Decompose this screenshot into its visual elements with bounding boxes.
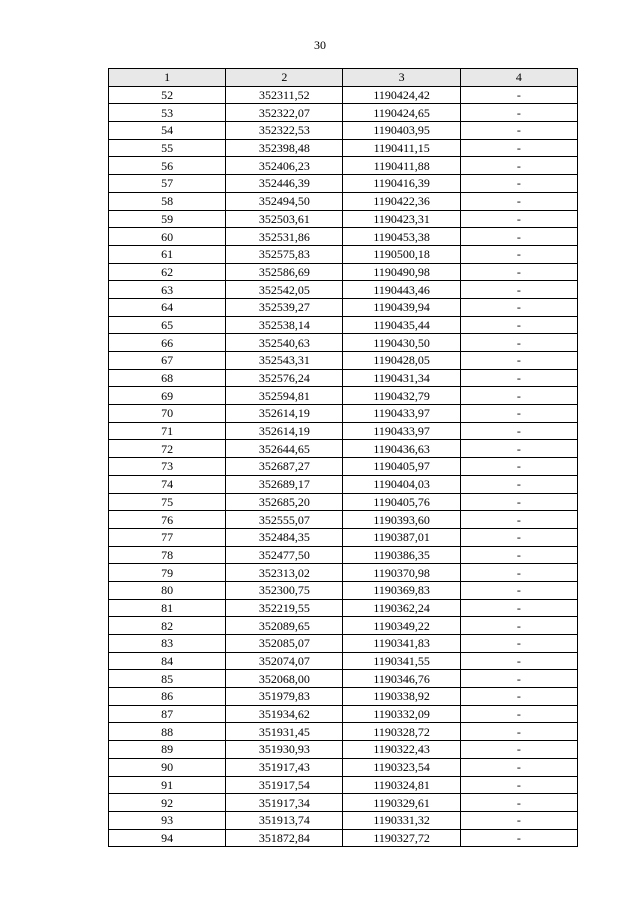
header-row: [109, 69, 578, 87]
note-cell: -: [460, 546, 577, 564]
x-coordinate-cell: 352477,50: [226, 546, 343, 564]
x-coordinate-cell: 351917,34: [226, 794, 343, 812]
table-row: [109, 192, 578, 210]
point-number-cell: 60: [109, 228, 226, 246]
x-coordinate-cell: 352406,23: [226, 157, 343, 175]
y-coordinate-cell: 1190411,15: [343, 139, 460, 157]
y-coordinate-cell: 1190436,63: [343, 440, 460, 458]
x-coordinate-cell: 352614,19: [226, 405, 343, 423]
note-cell: -: [460, 829, 577, 847]
x-coordinate-cell: 352300,75: [226, 581, 343, 599]
x-coordinate-cell: 352539,27: [226, 298, 343, 316]
note-cell: -: [460, 581, 577, 599]
note-cell: -: [460, 776, 577, 794]
note-cell: -: [460, 369, 577, 387]
table-row: [109, 281, 578, 299]
y-coordinate-cell: 1190428,05: [343, 352, 460, 370]
point-number-cell: 70: [109, 405, 226, 423]
y-coordinate-cell: 1190432,79: [343, 387, 460, 405]
note-cell: -: [460, 741, 577, 759]
table-row: [109, 705, 578, 723]
x-coordinate-cell: 352540,63: [226, 334, 343, 352]
table-row: [109, 387, 578, 405]
table-row: [109, 599, 578, 617]
y-coordinate-cell: 1190424,42: [343, 86, 460, 104]
point-number-cell: 62: [109, 263, 226, 281]
table-row: [109, 564, 578, 582]
note-cell: -: [460, 139, 577, 157]
y-coordinate-cell: 1190329,61: [343, 794, 460, 812]
note-cell: -: [460, 617, 577, 635]
x-coordinate-cell: 352614,19: [226, 422, 343, 440]
table-row: [109, 546, 578, 564]
y-coordinate-cell: 1190433,97: [343, 405, 460, 423]
note-cell: -: [460, 652, 577, 670]
y-coordinate-cell: 1190370,98: [343, 564, 460, 582]
table-header: [109, 69, 578, 87]
note-cell: -: [460, 298, 577, 316]
point-number-cell: 89: [109, 741, 226, 759]
table-row: [109, 688, 578, 706]
point-number-cell: 93: [109, 811, 226, 829]
table-row: [109, 475, 578, 493]
x-coordinate-cell: 352503,61: [226, 210, 343, 228]
column-header-3: 3: [343, 69, 460, 87]
point-number-cell: 75: [109, 493, 226, 511]
note-cell: -: [460, 758, 577, 776]
table-row: [109, 670, 578, 688]
table-row: [109, 245, 578, 263]
table-row: [109, 369, 578, 387]
table-body: [109, 86, 578, 847]
table-row: [109, 263, 578, 281]
note-cell: -: [460, 723, 577, 741]
table-row: [109, 122, 578, 140]
x-coordinate-cell: 351931,45: [226, 723, 343, 741]
y-coordinate-cell: 1190323,54: [343, 758, 460, 776]
table-row: [109, 210, 578, 228]
point-number-cell: 87: [109, 705, 226, 723]
x-coordinate-cell: 351979,83: [226, 688, 343, 706]
table-row: [109, 458, 578, 476]
note-cell: -: [460, 210, 577, 228]
point-number-cell: 78: [109, 546, 226, 564]
note-cell: -: [460, 157, 577, 175]
point-number-cell: 79: [109, 564, 226, 582]
point-number-cell: 73: [109, 458, 226, 476]
point-number-cell: 66: [109, 334, 226, 352]
x-coordinate-cell: 352311,52: [226, 86, 343, 104]
point-number-cell: 74: [109, 475, 226, 493]
note-cell: -: [460, 352, 577, 370]
y-coordinate-cell: 1190424,65: [343, 104, 460, 122]
point-number-cell: 77: [109, 528, 226, 546]
note-cell: -: [460, 458, 577, 476]
point-number-cell: 57: [109, 175, 226, 193]
x-coordinate-cell: 351934,62: [226, 705, 343, 723]
x-coordinate-cell: 352531,86: [226, 228, 343, 246]
table-row: [109, 581, 578, 599]
note-cell: -: [460, 688, 577, 706]
note-cell: -: [460, 175, 577, 193]
note-cell: -: [460, 599, 577, 617]
x-coordinate-cell: 352586,69: [226, 263, 343, 281]
note-cell: -: [460, 475, 577, 493]
y-coordinate-cell: 1190387,01: [343, 528, 460, 546]
note-cell: -: [460, 281, 577, 299]
table-row: [109, 493, 578, 511]
point-number-cell: 55: [109, 139, 226, 157]
note-cell: -: [460, 387, 577, 405]
x-coordinate-cell: 351872,84: [226, 829, 343, 847]
x-coordinate-cell: 352494,50: [226, 192, 343, 210]
note-cell: -: [460, 493, 577, 511]
point-number-cell: 59: [109, 210, 226, 228]
note-cell: -: [460, 104, 577, 122]
x-coordinate-cell: 351917,54: [226, 776, 343, 794]
x-coordinate-cell: 352644,65: [226, 440, 343, 458]
note-cell: -: [460, 122, 577, 140]
point-number-cell: 58: [109, 192, 226, 210]
y-coordinate-cell: 1190405,97: [343, 458, 460, 476]
x-coordinate-cell: 352089,65: [226, 617, 343, 635]
note-cell: -: [460, 228, 577, 246]
y-coordinate-cell: 1190328,72: [343, 723, 460, 741]
y-coordinate-cell: 1190386,35: [343, 546, 460, 564]
table-row: [109, 104, 578, 122]
table-row: [109, 298, 578, 316]
note-cell: -: [460, 316, 577, 334]
x-coordinate-cell: 352398,48: [226, 139, 343, 157]
table-row: [109, 405, 578, 423]
point-number-cell: 69: [109, 387, 226, 405]
note-cell: -: [460, 86, 577, 104]
page-number: 30: [314, 38, 326, 52]
y-coordinate-cell: 1190430,50: [343, 334, 460, 352]
y-coordinate-cell: 1190443,46: [343, 281, 460, 299]
column-header-1: 1: [109, 69, 226, 87]
y-coordinate-cell: 1190338,92: [343, 688, 460, 706]
x-coordinate-cell: 352687,27: [226, 458, 343, 476]
y-coordinate-cell: 1190500,18: [343, 245, 460, 263]
y-coordinate-cell: 1190490,98: [343, 263, 460, 281]
table-row: [109, 352, 578, 370]
x-coordinate-cell: 352576,24: [226, 369, 343, 387]
note-cell: -: [460, 635, 577, 653]
point-number-cell: 71: [109, 422, 226, 440]
point-number-cell: 86: [109, 688, 226, 706]
note-cell: -: [460, 334, 577, 352]
table-row: [109, 139, 578, 157]
note-cell: -: [460, 511, 577, 529]
point-number-cell: 76: [109, 511, 226, 529]
point-number-cell: 81: [109, 599, 226, 617]
x-coordinate-cell: 352538,14: [226, 316, 343, 334]
y-coordinate-cell: 1190332,09: [343, 705, 460, 723]
table-row: [109, 228, 578, 246]
point-number-cell: 61: [109, 245, 226, 263]
table-row: [109, 440, 578, 458]
table-row: [109, 157, 578, 175]
x-coordinate-cell: 352689,17: [226, 475, 343, 493]
point-number-cell: 54: [109, 122, 226, 140]
note-cell: -: [460, 192, 577, 210]
point-number-cell: 84: [109, 652, 226, 670]
point-number-cell: 94: [109, 829, 226, 847]
table-row: [109, 511, 578, 529]
y-coordinate-cell: 1190349,22: [343, 617, 460, 635]
y-coordinate-cell: 1190403,95: [343, 122, 460, 140]
table-row: [109, 316, 578, 334]
y-coordinate-cell: 1190423,31: [343, 210, 460, 228]
note-cell: -: [460, 263, 577, 281]
note-cell: -: [460, 670, 577, 688]
table-row: [109, 741, 578, 759]
y-coordinate-cell: 1190433,97: [343, 422, 460, 440]
y-coordinate-cell: 1190393,60: [343, 511, 460, 529]
point-number-cell: 82: [109, 617, 226, 635]
table-row: [109, 723, 578, 741]
point-number-cell: 65: [109, 316, 226, 334]
x-coordinate-cell: 352085,07: [226, 635, 343, 653]
table-row: [109, 758, 578, 776]
x-coordinate-cell: 352219,55: [226, 599, 343, 617]
x-coordinate-cell: 352484,35: [226, 528, 343, 546]
column-header-2: 2: [226, 69, 343, 87]
y-coordinate-cell: 1190369,83: [343, 581, 460, 599]
x-coordinate-cell: 352555,07: [226, 511, 343, 529]
y-coordinate-cell: 1190431,34: [343, 369, 460, 387]
point-number-cell: 88: [109, 723, 226, 741]
note-cell: -: [460, 440, 577, 458]
y-coordinate-cell: 1190322,43: [343, 741, 460, 759]
point-number-cell: 91: [109, 776, 226, 794]
point-number-cell: 83: [109, 635, 226, 653]
x-coordinate-cell: 351913,74: [226, 811, 343, 829]
x-coordinate-cell: 352594,81: [226, 387, 343, 405]
point-number-cell: 53: [109, 104, 226, 122]
table-row: [109, 334, 578, 352]
y-coordinate-cell: 1190422,36: [343, 192, 460, 210]
point-number-cell: 92: [109, 794, 226, 812]
y-coordinate-cell: 1190327,72: [343, 829, 460, 847]
table-row: [109, 829, 578, 847]
y-coordinate-cell: 1190362,24: [343, 599, 460, 617]
y-coordinate-cell: 1190324,81: [343, 776, 460, 794]
table-row: [109, 528, 578, 546]
table-row: [109, 86, 578, 104]
note-cell: -: [460, 811, 577, 829]
y-coordinate-cell: 1190341,83: [343, 635, 460, 653]
x-coordinate-cell: 352322,07: [226, 104, 343, 122]
y-coordinate-cell: 1190416,39: [343, 175, 460, 193]
point-number-cell: 56: [109, 157, 226, 175]
point-number-cell: 64: [109, 298, 226, 316]
note-cell: -: [460, 245, 577, 263]
table-row: [109, 617, 578, 635]
column-header-4: 4: [460, 69, 577, 87]
y-coordinate-cell: 1190411,88: [343, 157, 460, 175]
x-coordinate-cell: 352542,05: [226, 281, 343, 299]
y-coordinate-cell: 1190435,44: [343, 316, 460, 334]
x-coordinate-cell: 352575,83: [226, 245, 343, 263]
y-coordinate-cell: 1190346,76: [343, 670, 460, 688]
point-number-cell: 80: [109, 581, 226, 599]
x-coordinate-cell: 352322,53: [226, 122, 343, 140]
point-number-cell: 90: [109, 758, 226, 776]
table-row: [109, 811, 578, 829]
x-coordinate-cell: 351917,43: [226, 758, 343, 776]
point-number-cell: 63: [109, 281, 226, 299]
x-coordinate-cell: 352543,31: [226, 352, 343, 370]
coordinates-table: [108, 68, 578, 847]
table-row: [109, 794, 578, 812]
table-row: [109, 776, 578, 794]
x-coordinate-cell: 352446,39: [226, 175, 343, 193]
point-number-cell: 85: [109, 670, 226, 688]
y-coordinate-cell: 1190331,32: [343, 811, 460, 829]
note-cell: -: [460, 564, 577, 582]
y-coordinate-cell: 1190405,76: [343, 493, 460, 511]
table-row: [109, 422, 578, 440]
y-coordinate-cell: 1190404,03: [343, 475, 460, 493]
x-coordinate-cell: 352685,20: [226, 493, 343, 511]
note-cell: -: [460, 422, 577, 440]
point-number-cell: 67: [109, 352, 226, 370]
point-number-cell: 68: [109, 369, 226, 387]
point-number-cell: 52: [109, 86, 226, 104]
table-row: [109, 652, 578, 670]
note-cell: -: [460, 405, 577, 423]
point-number-cell: 72: [109, 440, 226, 458]
note-cell: -: [460, 528, 577, 546]
y-coordinate-cell: 1190439,94: [343, 298, 460, 316]
x-coordinate-cell: 352074,07: [226, 652, 343, 670]
note-cell: -: [460, 705, 577, 723]
y-coordinate-cell: 1190341,55: [343, 652, 460, 670]
x-coordinate-cell: 351930,93: [226, 741, 343, 759]
table-row: [109, 175, 578, 193]
note-cell: -: [460, 794, 577, 812]
y-coordinate-cell: 1190453,38: [343, 228, 460, 246]
x-coordinate-cell: 352313,02: [226, 564, 343, 582]
x-coordinate-cell: 352068,00: [226, 670, 343, 688]
table-row: [109, 635, 578, 653]
